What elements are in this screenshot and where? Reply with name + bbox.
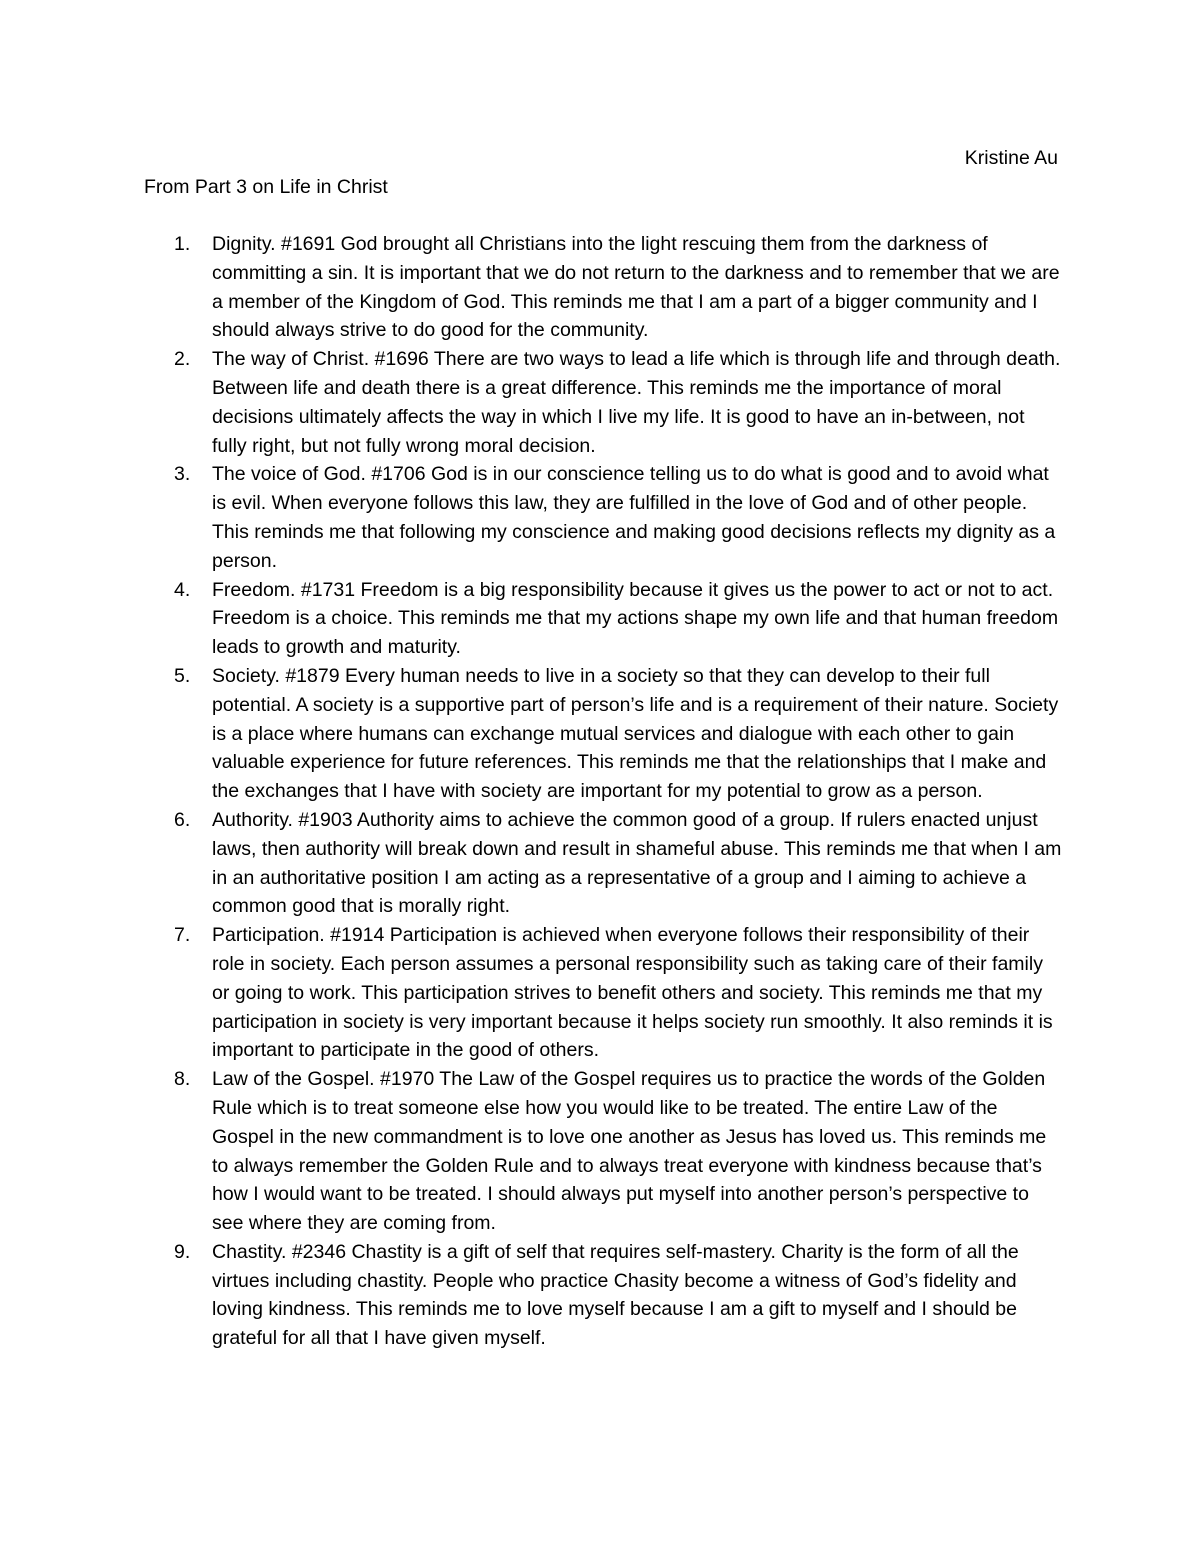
list-item — [174, 230, 1064, 345]
list-item-number: 5. — [174, 664, 191, 687]
list-item-number: 9. — [174, 1240, 191, 1263]
list-item-text: Society. #1879 Every human needs to live in a society so that they can develop to their full potential. A society is a supportive part of person’s life and is a requirement of their nature. Society is a place where humans can exchange mutual services and dialogue with each other to gain valuable experience for future references. This reminds me that the relationships that I make and the exchanges that I have with society are important for my potential to grow as a person. — [212, 664, 1059, 803]
reflection-list — [174, 230, 1064, 1353]
list-item — [174, 460, 1064, 575]
list-item-number: 3. — [174, 463, 191, 486]
author-name: Kristine Au — [964, 147, 1058, 169]
list-item-number: 2. — [174, 348, 191, 371]
list-item — [174, 806, 1064, 921]
list-item-text: Freedom. #1731 Freedom is a big responsibility because it gives us the power to act or not to act. Freedom is a choice. This reminds me that my actions shape my own life and that human freedom leads to growth and maturity. — [212, 578, 1059, 659]
list-item — [174, 921, 1064, 1065]
list-item — [174, 345, 1064, 460]
list-item — [174, 662, 1064, 806]
list-item — [174, 576, 1064, 662]
document-heading: From Part 3 on Life in Christ — [144, 176, 388, 198]
list-item-text: Participation. #1914 Participation is achieved when everyone follows their responsibility of their role in society. Each person assumes a personal responsibility such as taking care of their family or going to work. This participation strives to benefit others and society. This reminds me that my participation in society is very important because it helps society run smoothly. It also reminds it is important to participate in the good of others. — [212, 924, 1053, 1062]
list-item-number: 6. — [174, 808, 191, 831]
list-item-number: 7. — [174, 924, 191, 947]
list-item-number: 1. — [174, 233, 191, 255]
list-item-text: The voice of God. #1706 God is in our conscience telling us to do what is good and to avoid what is evil. When everyone follows this law, they are fulfilled in the love of God and of other people. This reminds me that following my conscience and making good decisions reflects my dignity as a person. — [212, 463, 1056, 572]
list-item-text: Dignity. #1691 God brought all Christians into the light rescuing them from the darkness of committing a sin. It is important that we do not return to the darkness and to remember that we are a member of the Kingdom of God. This reminds me that I am a part of a bigger community and I should always strive to do good for the community. — [212, 233, 1060, 342]
list-item-text: Authority. #1903 Authority aims to achieve the common good of a group. If rulers enacted unjust laws, then authority will break down and result in shameful abuse. This reminds me that when I am in an authoritative position I am acting as a representative of a group and I aiming to achieve a common good that is morally right. — [212, 808, 1062, 918]
list-item-text: The way of Christ. #1696 There are two ways to lead a life which is through life and through death. Between life and death there is a great difference. This reminds me the importance of moral decisions ultimately affects the way in which I live my life. It is good to have an in-between, not fully right, but not fully wrong moral decision. — [212, 348, 1061, 457]
list-item-text: Law of the Gospel. #1970 The Law of the Gospel requires us to practice the words of the Golden Rule which is to treat someone else how you would like to be treated. The entire Law of the Gospel in the new commandment is to love one another as Jesus has loved us. This reminds me to always remember the Golden Rule and to always treat everyone with kindness because that’s how I would want to be treated. I should always put myself into another person’s perspective to see where they are coming from. — [212, 1068, 1047, 1235]
list-item-text: Chastity. #2346 Chastity is a gift of self that requires self-mastery. Charity is the form of all the virtues including chastity. People who practice Chasity become a witness of God’s fidelity and loving kindness. This reminds me to love myself because I am a gift to myself and I should be grateful for all that I have given myself. — [212, 1240, 1019, 1350]
list-item — [174, 1065, 1064, 1238]
list-item-number: 8. — [174, 1068, 191, 1091]
list-item-number: 4. — [174, 578, 191, 601]
list-item — [174, 1238, 1064, 1353]
